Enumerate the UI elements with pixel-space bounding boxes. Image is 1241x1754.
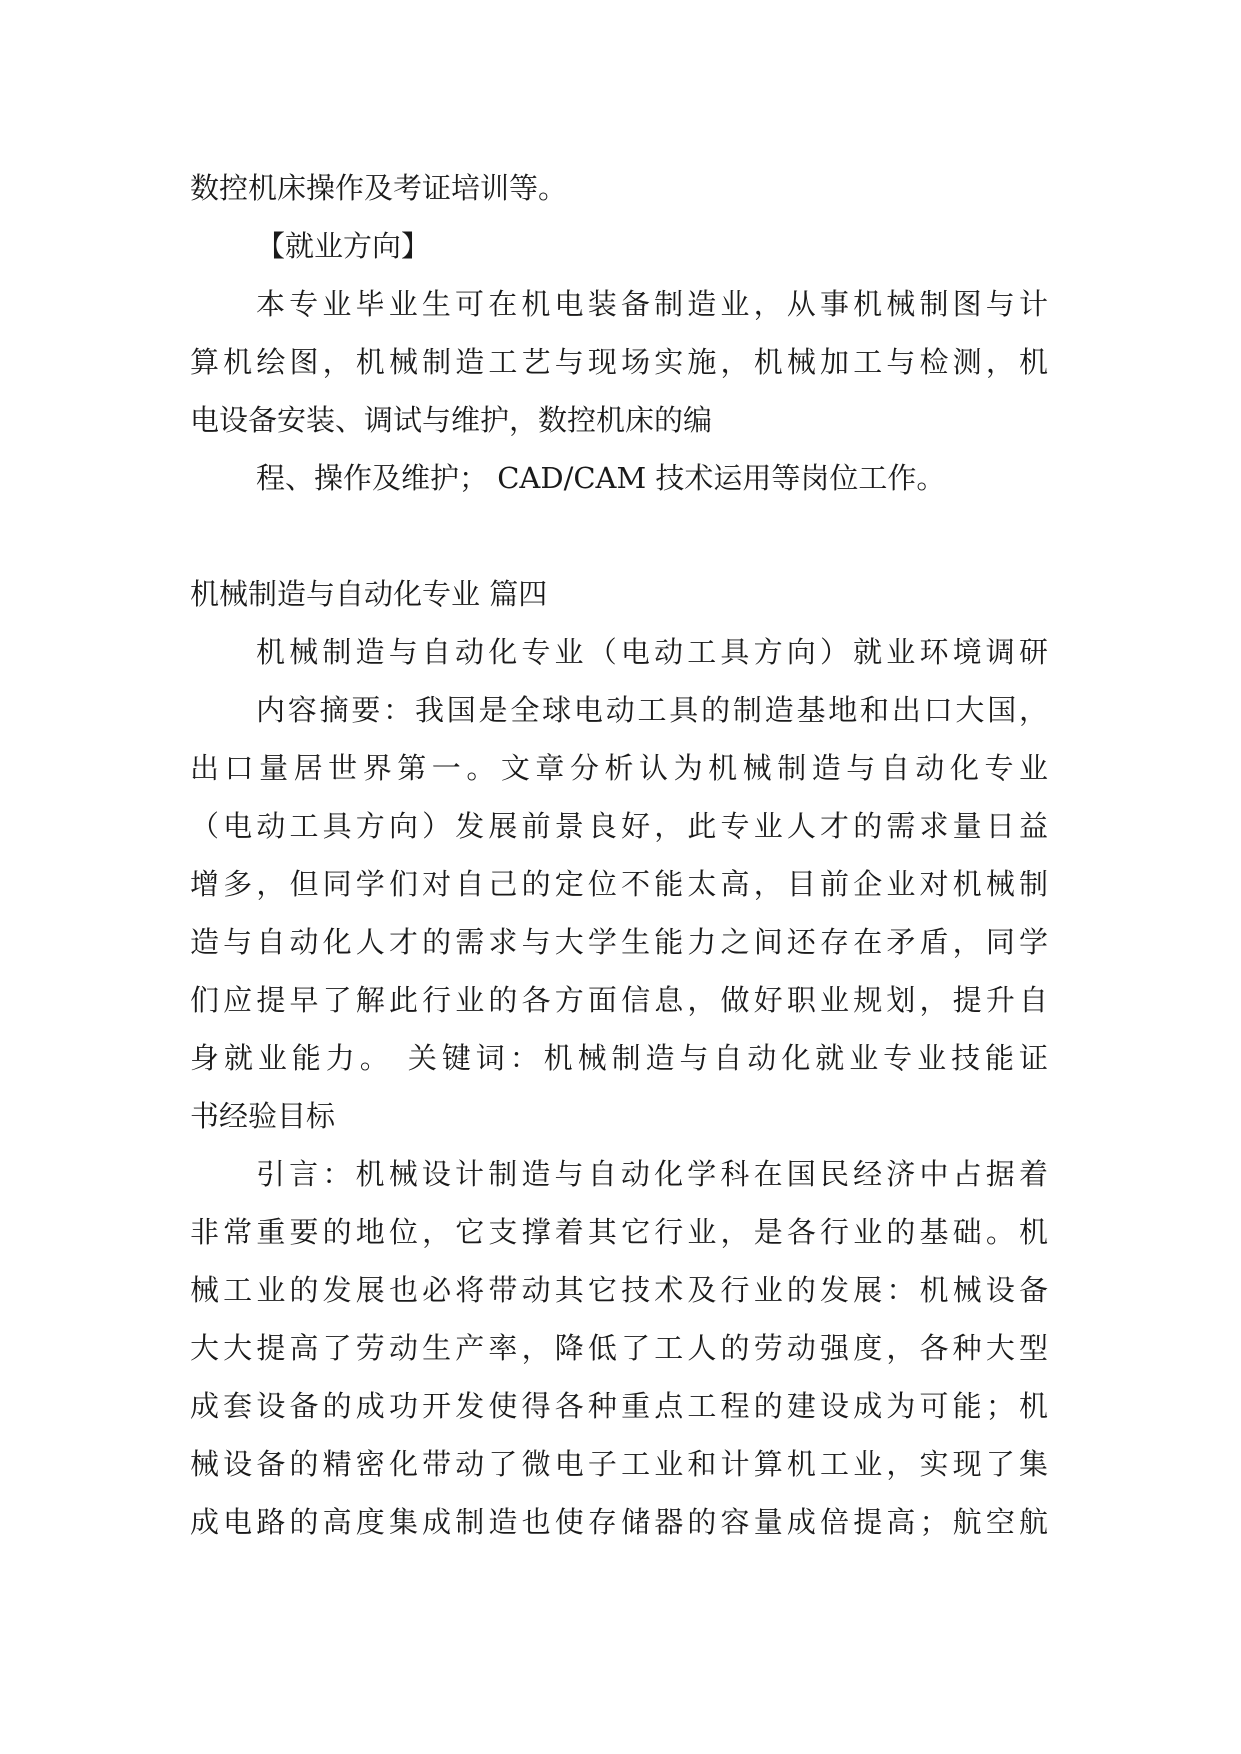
abstract-line-5: 造与自动化人才的需求与大学生能力之间还存在矛盾，同学: [190, 925, 1048, 959]
intro-line-6: 械设备的精密化带动了微电子工业和计算机工业，实现了集: [190, 1447, 1048, 1481]
text-line-3: 本专业毕业生可在机电装备制造业，从事机械制图与计: [256, 287, 1048, 321]
abstract-line-4: 增多，但同学们对自己的定位不能太高，目前企业对机械制: [190, 867, 1048, 901]
abstract-line-3: （电动工具方向）发展前景良好，此专业人才的需求量日益: [190, 809, 1048, 843]
article-title: 机械制造与自动化专业 篇四: [190, 577, 548, 611]
intro-line-1: 引言：机械设计制造与自动化学科在国民经济中占据着: [256, 1157, 1048, 1191]
intro-line-3: 械工业的发展也必将带动其它技术及行业的发展：机械设备: [190, 1273, 1048, 1307]
section-heading-employment: 【就业方向】: [256, 229, 431, 263]
article-subtitle: 机械制造与自动化专业（电动工具方向）就业环境调研: [256, 635, 1048, 669]
text-line-1: 数控机床操作及考证培训等。: [190, 171, 568, 205]
text-line-5: 电设备安装、调试与维护，数控机床的编: [190, 403, 713, 437]
keywords-line: 身就业能力。 关键词：机械制造与自动化就业专业技能证: [190, 1041, 1048, 1075]
text-line-4: 算机绘图，机械制造工艺与现场实施，机械加工与检测，机: [190, 345, 1048, 379]
abstract-line-2: 出口量居世界第一。文章分析认为机械制造与自动化专业: [190, 751, 1048, 785]
keywords-line-end: 书经验目标: [190, 1099, 336, 1133]
text-line-6: 程、操作及维护； CAD/CAM 技术运用等岗位工作。: [256, 461, 946, 495]
abstract-line-6: 们应提早了解此行业的各方面信息，做好职业规划，提升自: [190, 983, 1048, 1017]
abstract-line-1: 内容摘要：我国是全球电动工具的制造基地和出口大国，: [256, 693, 1048, 727]
intro-line-7: 成电路的高度集成制造也使存储器的容量成倍提高；航空航: [190, 1505, 1048, 1539]
intro-line-5: 成套设备的成功开发使得各种重点工程的建设成为可能；机: [190, 1389, 1048, 1423]
intro-line-4: 大大提高了劳动生产率，降低了工人的劳动强度，各种大型: [190, 1331, 1048, 1365]
intro-line-2: 非常重要的地位，它支撑着其它行业，是各行业的基础。机: [190, 1215, 1048, 1249]
